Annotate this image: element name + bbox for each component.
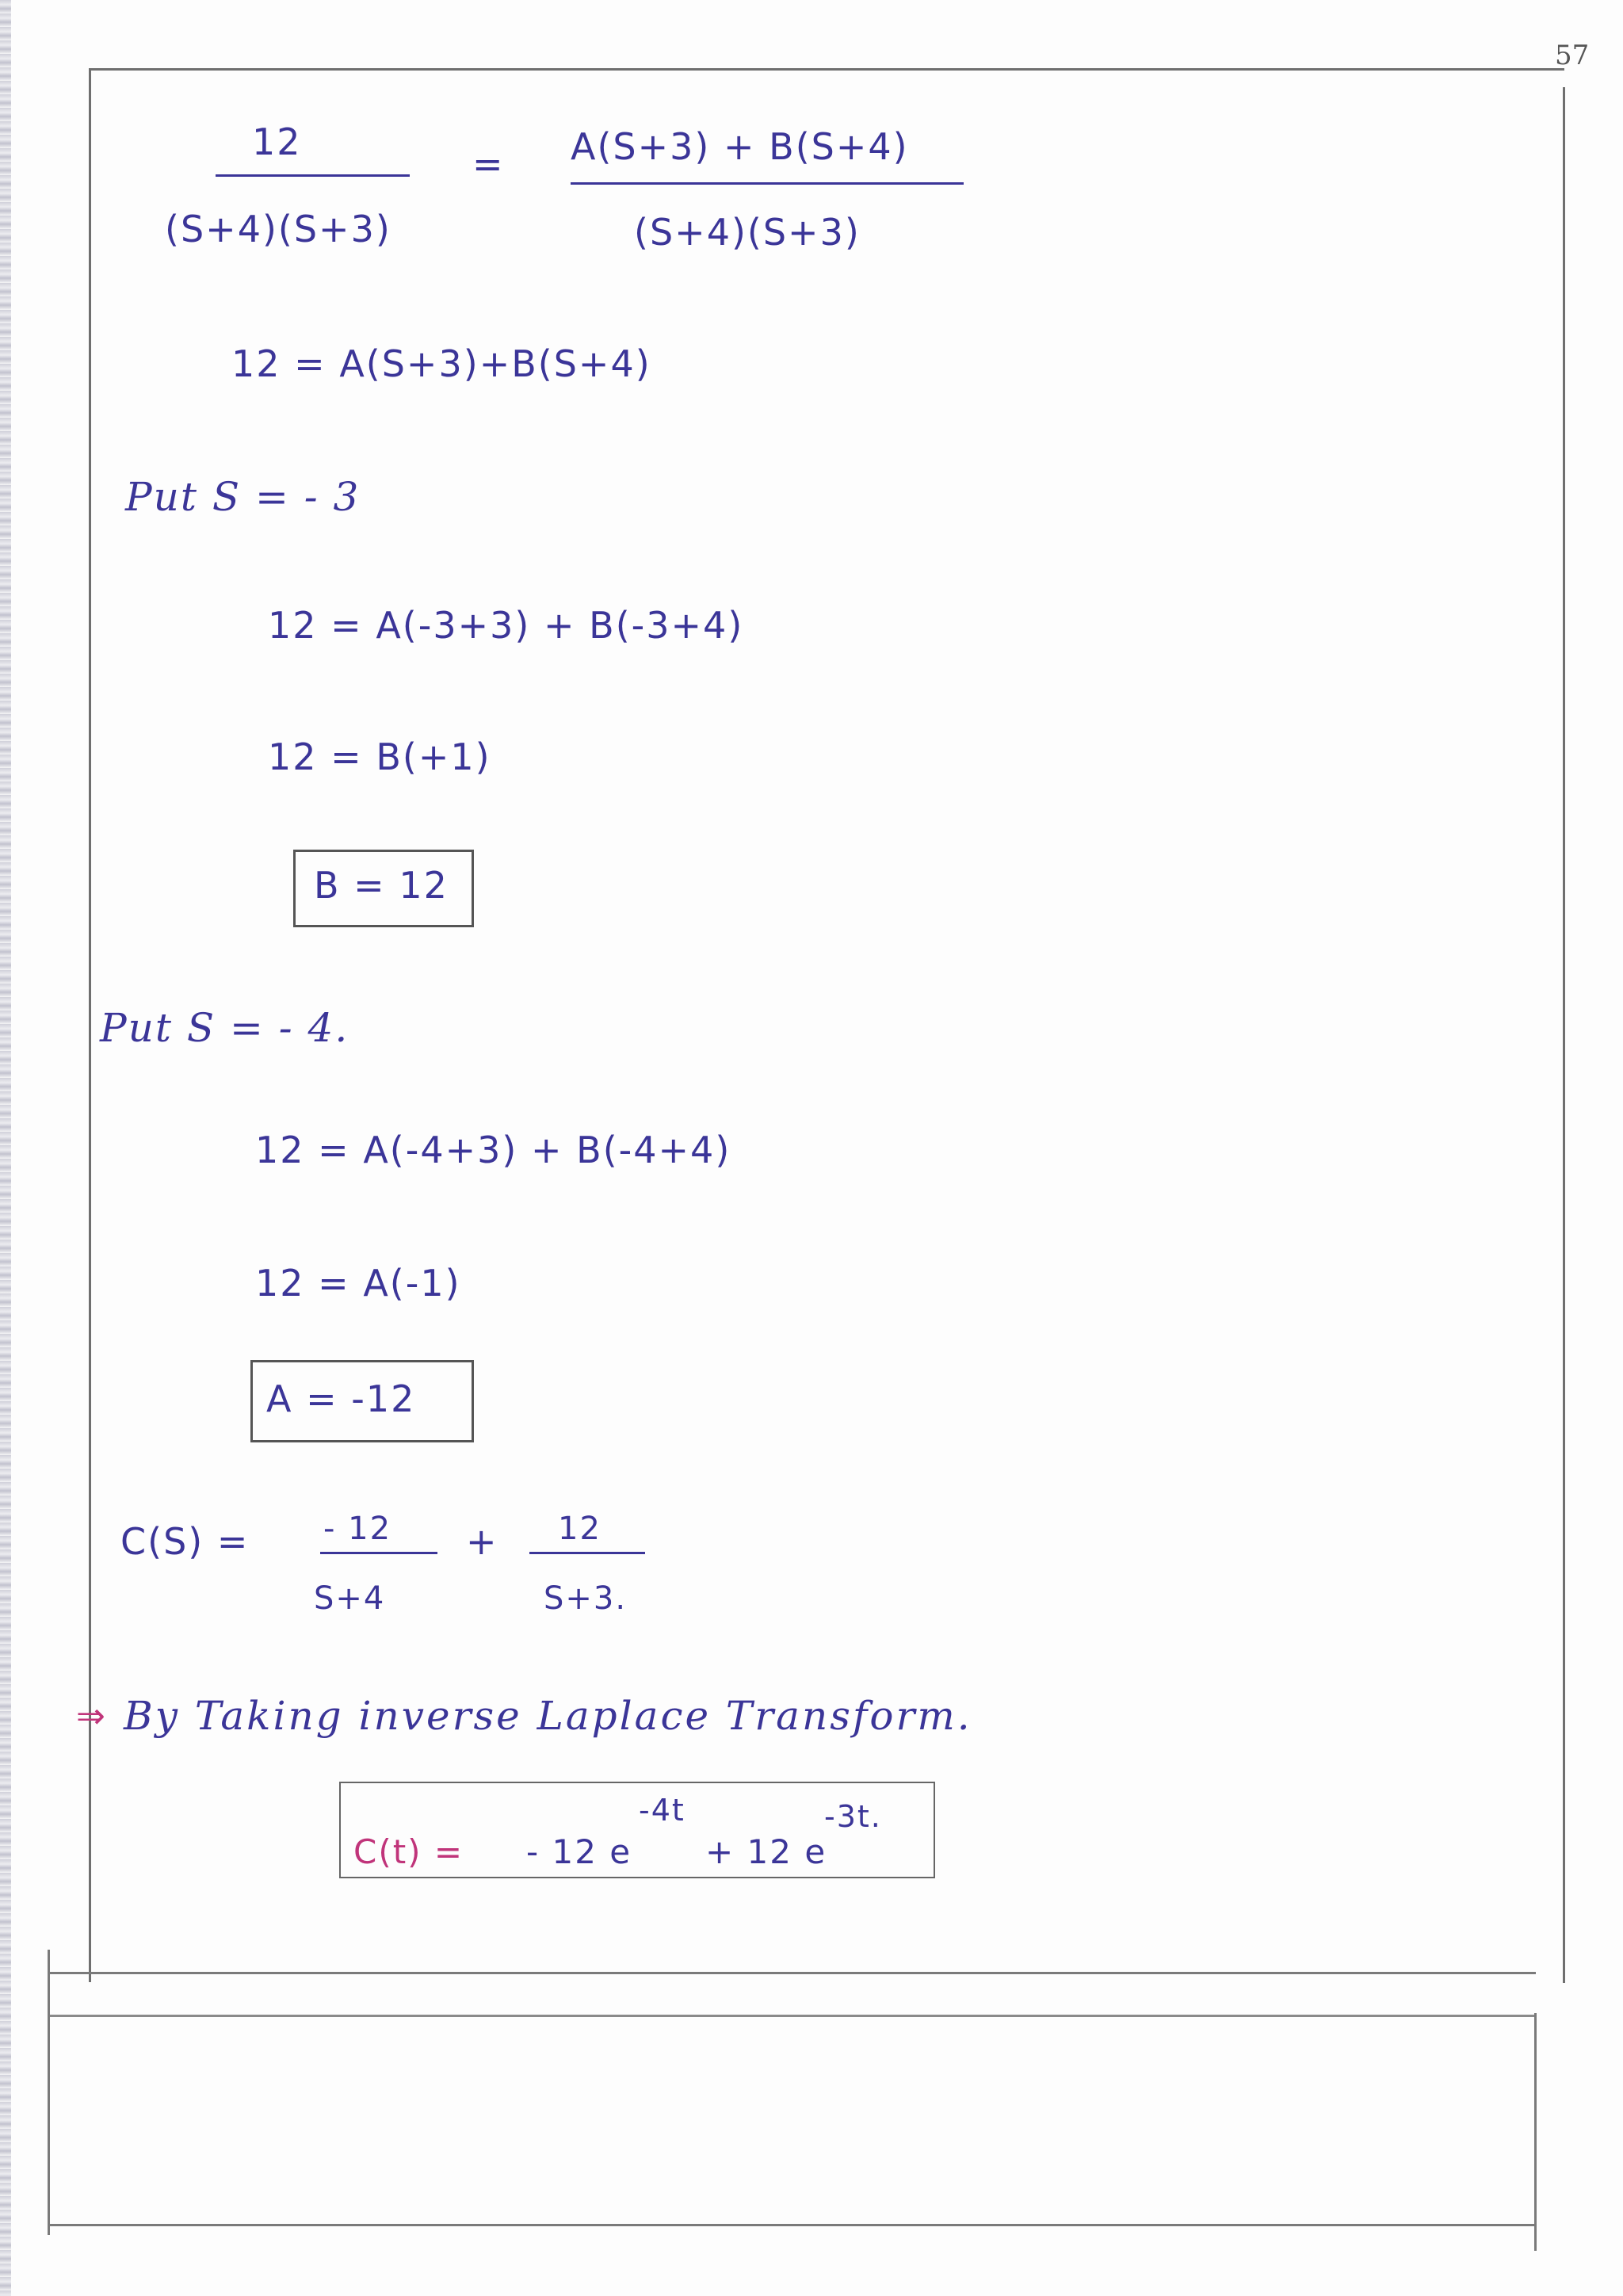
put-s-neg4: Put S = - 4. (100, 1005, 349, 1051)
step1-substitution: 12 = A(-3+3) + B(-3+4) (268, 604, 744, 647)
page-border-left (89, 68, 91, 1982)
final-term1: - 12 e (526, 1832, 632, 1871)
page-binding-edge (0, 0, 11, 2296)
eq1-lhs-denominator: (S+4)(S+3) (165, 208, 391, 250)
eq1-equals: = (472, 143, 505, 185)
arrow-icon: ⇒ (76, 1696, 107, 1736)
eq1-lhs-fraction-bar (216, 174, 410, 177)
eq1-rhs-fraction-bar (571, 182, 964, 185)
cs-term2-bar (529, 1552, 645, 1554)
page-border-right (1563, 87, 1565, 1983)
eq2: 12 = A(S+3)+B(S+4) (231, 342, 651, 385)
eq1-rhs-numerator: A(S+3) + B(S+4) (571, 125, 909, 168)
result-b: B = 12 (314, 864, 449, 907)
eq1-rhs-denominator: (S+4)(S+3) (634, 211, 861, 254)
final-exp2: -3t. (824, 1799, 882, 1834)
footer-border-left (48, 1950, 50, 2235)
footer-border-bottom (48, 2224, 1536, 2226)
page-number: 57 (1555, 40, 1590, 71)
eq1-lhs-numerator: 12 (252, 120, 302, 163)
final-term2: + 12 e (705, 1832, 827, 1871)
cs-term1-numerator: - 12 (323, 1511, 392, 1547)
final-ct-label: C(t) = (353, 1832, 464, 1871)
inverse-laplace-statement: By Taking inverse Laplace Transform. (124, 1693, 972, 1739)
footer-rule-2 (48, 2015, 1536, 2017)
final-exp1: -4t (639, 1793, 685, 1828)
step2-substitution: 12 = A(-4+3) + B(-4+4) (255, 1129, 731, 1171)
cs-term2-denominator: S+3. (544, 1580, 628, 1617)
put-s-neg3: Put S = - 3 (125, 474, 361, 520)
footer-rule-1 (48, 1972, 1536, 1974)
cs-term1-bar (320, 1552, 437, 1554)
step1-simplified: 12 = B(+1) (268, 735, 491, 778)
step2-simplified: 12 = A(-1) (255, 1262, 461, 1305)
cs-term2-numerator: 12 (558, 1511, 601, 1547)
cs-plus: + (466, 1520, 498, 1563)
cs-label: C(S) = (120, 1520, 250, 1563)
cs-term1-denominator: S+4 (314, 1580, 386, 1617)
page-border-top (89, 68, 1564, 71)
footer-border-right (1534, 2013, 1537, 2251)
result-a: A = -12 (266, 1377, 416, 1420)
